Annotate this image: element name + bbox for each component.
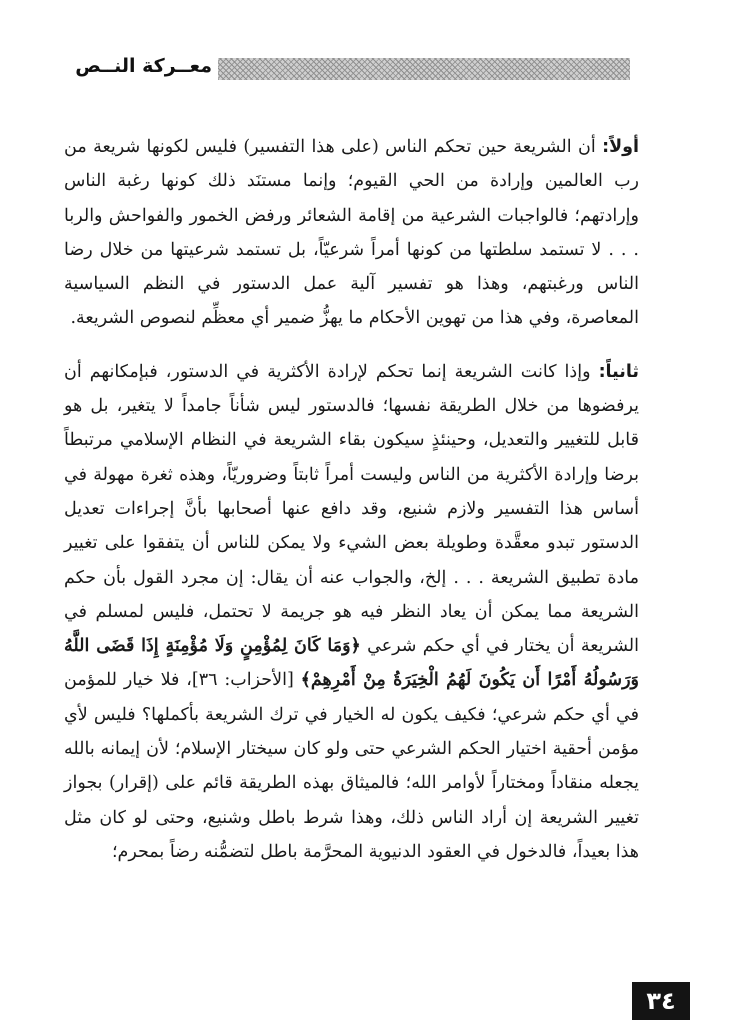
paragraph-text: أن الشريعة حين تحكم الناس (على هذا التفسير) فليس لكونها شريعة من رب العالمين وإرادة من الحي القيوم؛ وإنما مستنَد ذلك كونها رغبة الناس وإرادتهم؛ فالواجبات الشرعية من إقامة الشعائر ورفض الخمور والفواحش والربا . . . لا تستمد سلطتها من كونها أمراً شرعيّاً، بل تستمد شرعيتها من خلال رضا الناس ورغبتهم، وهذا هو تفسير آلية عمل الدستور في النظم السياسية المعاصرة، وفي هذا من تهوين الأحكام ما يهزُّ ضمير أي معظِّم لنصوص الشريعة. [64,137,639,329]
paragraph-first [64,130,639,336]
paragraph-text: ، فلا خيار للمؤمن في أي حكم شرعي؛ فكيف يكون له الخيار في ترك الشريعة بأكملها؟ فليس لأي مؤمن أحقية اختيار الحكم الشرعي حتى ولو كان سيختار الإسلام؛ لأن إيمانه بالله يجعله منقاداً ومختاراً لأوامر الله؛ فالميثاق بهذه الطريقة قائم على (إقرار) بجواز تغيير الشريعة إن أراد الناس ذلك، وهذا شرط باطل وشنيع، وحتى لو كان مثل هذا بعيداً، فالدخول في العقود الدنيوية المحرَّمة باطل لتضمُّنه رضاً بمحرم؛ [64,670,639,862]
body-text [64,130,639,869]
running-header-title: معــركة النــص [75,55,212,77]
paragraph-second [64,355,639,869]
quran-verse: ﴿وَمَا كَانَ لِمُؤْمِنٍ وَلَا مُؤْمِنَةٍ إِذَا قَضَى اللَّهُ وَرَسُولُهُ أَمْرًا أَن يَكُونَ لَهُمُ الْخِيَرَةُ مِنْ أَمْرِهِمْ﴾ [64,636,639,691]
paragraph-lead-second: ثانياً: [598,361,639,382]
running-header [0,55,743,84]
paragraph-lead-first: أولاً: [602,137,639,157]
verse-citation: [الأحزاب: ٣٦] [191,670,301,691]
header-pattern-bar [218,58,630,80]
paragraph-text: وإذا كانت الشريعة إنما تحكم لإرادة الأكثرية في الدستور، فبإمكانهم أن يرفضوها من خلال الطريقة نفسها؛ فالدستور ليس شأناً جامداً لا يتغير، بل هو قابل للتغيير والتعديل، وحينئذٍ سيكون بقاء الشريعة في النظام الإسلامي مرتبطاً برضا وإرادة الأكثرية من الناس وليست أمراً ثابتاً وضروريّاً، وهذه ثغرة مهولة في أساس هذا التفسير ولازم شنيع، وقد دافع عنها أصحابها بأنَّ إجراءات تعديل الدستور تبدو معقَّدة وطويلة بعض الشيء ولا يمكن للناس أن يتفقوا على تغيير مادة تطبيق الشريعة . . . إلخ، والجواب عنه أن يقال: إن مجرد القول بأن حكم الشريعة مما يمكن أن يعاد النظر فيه هو جريمة لا تحتمل، فليس لمسلم في الشريعة أن يختار في أي حكم شرعي [64,361,639,657]
page-number: ٣٤ [632,982,690,1020]
